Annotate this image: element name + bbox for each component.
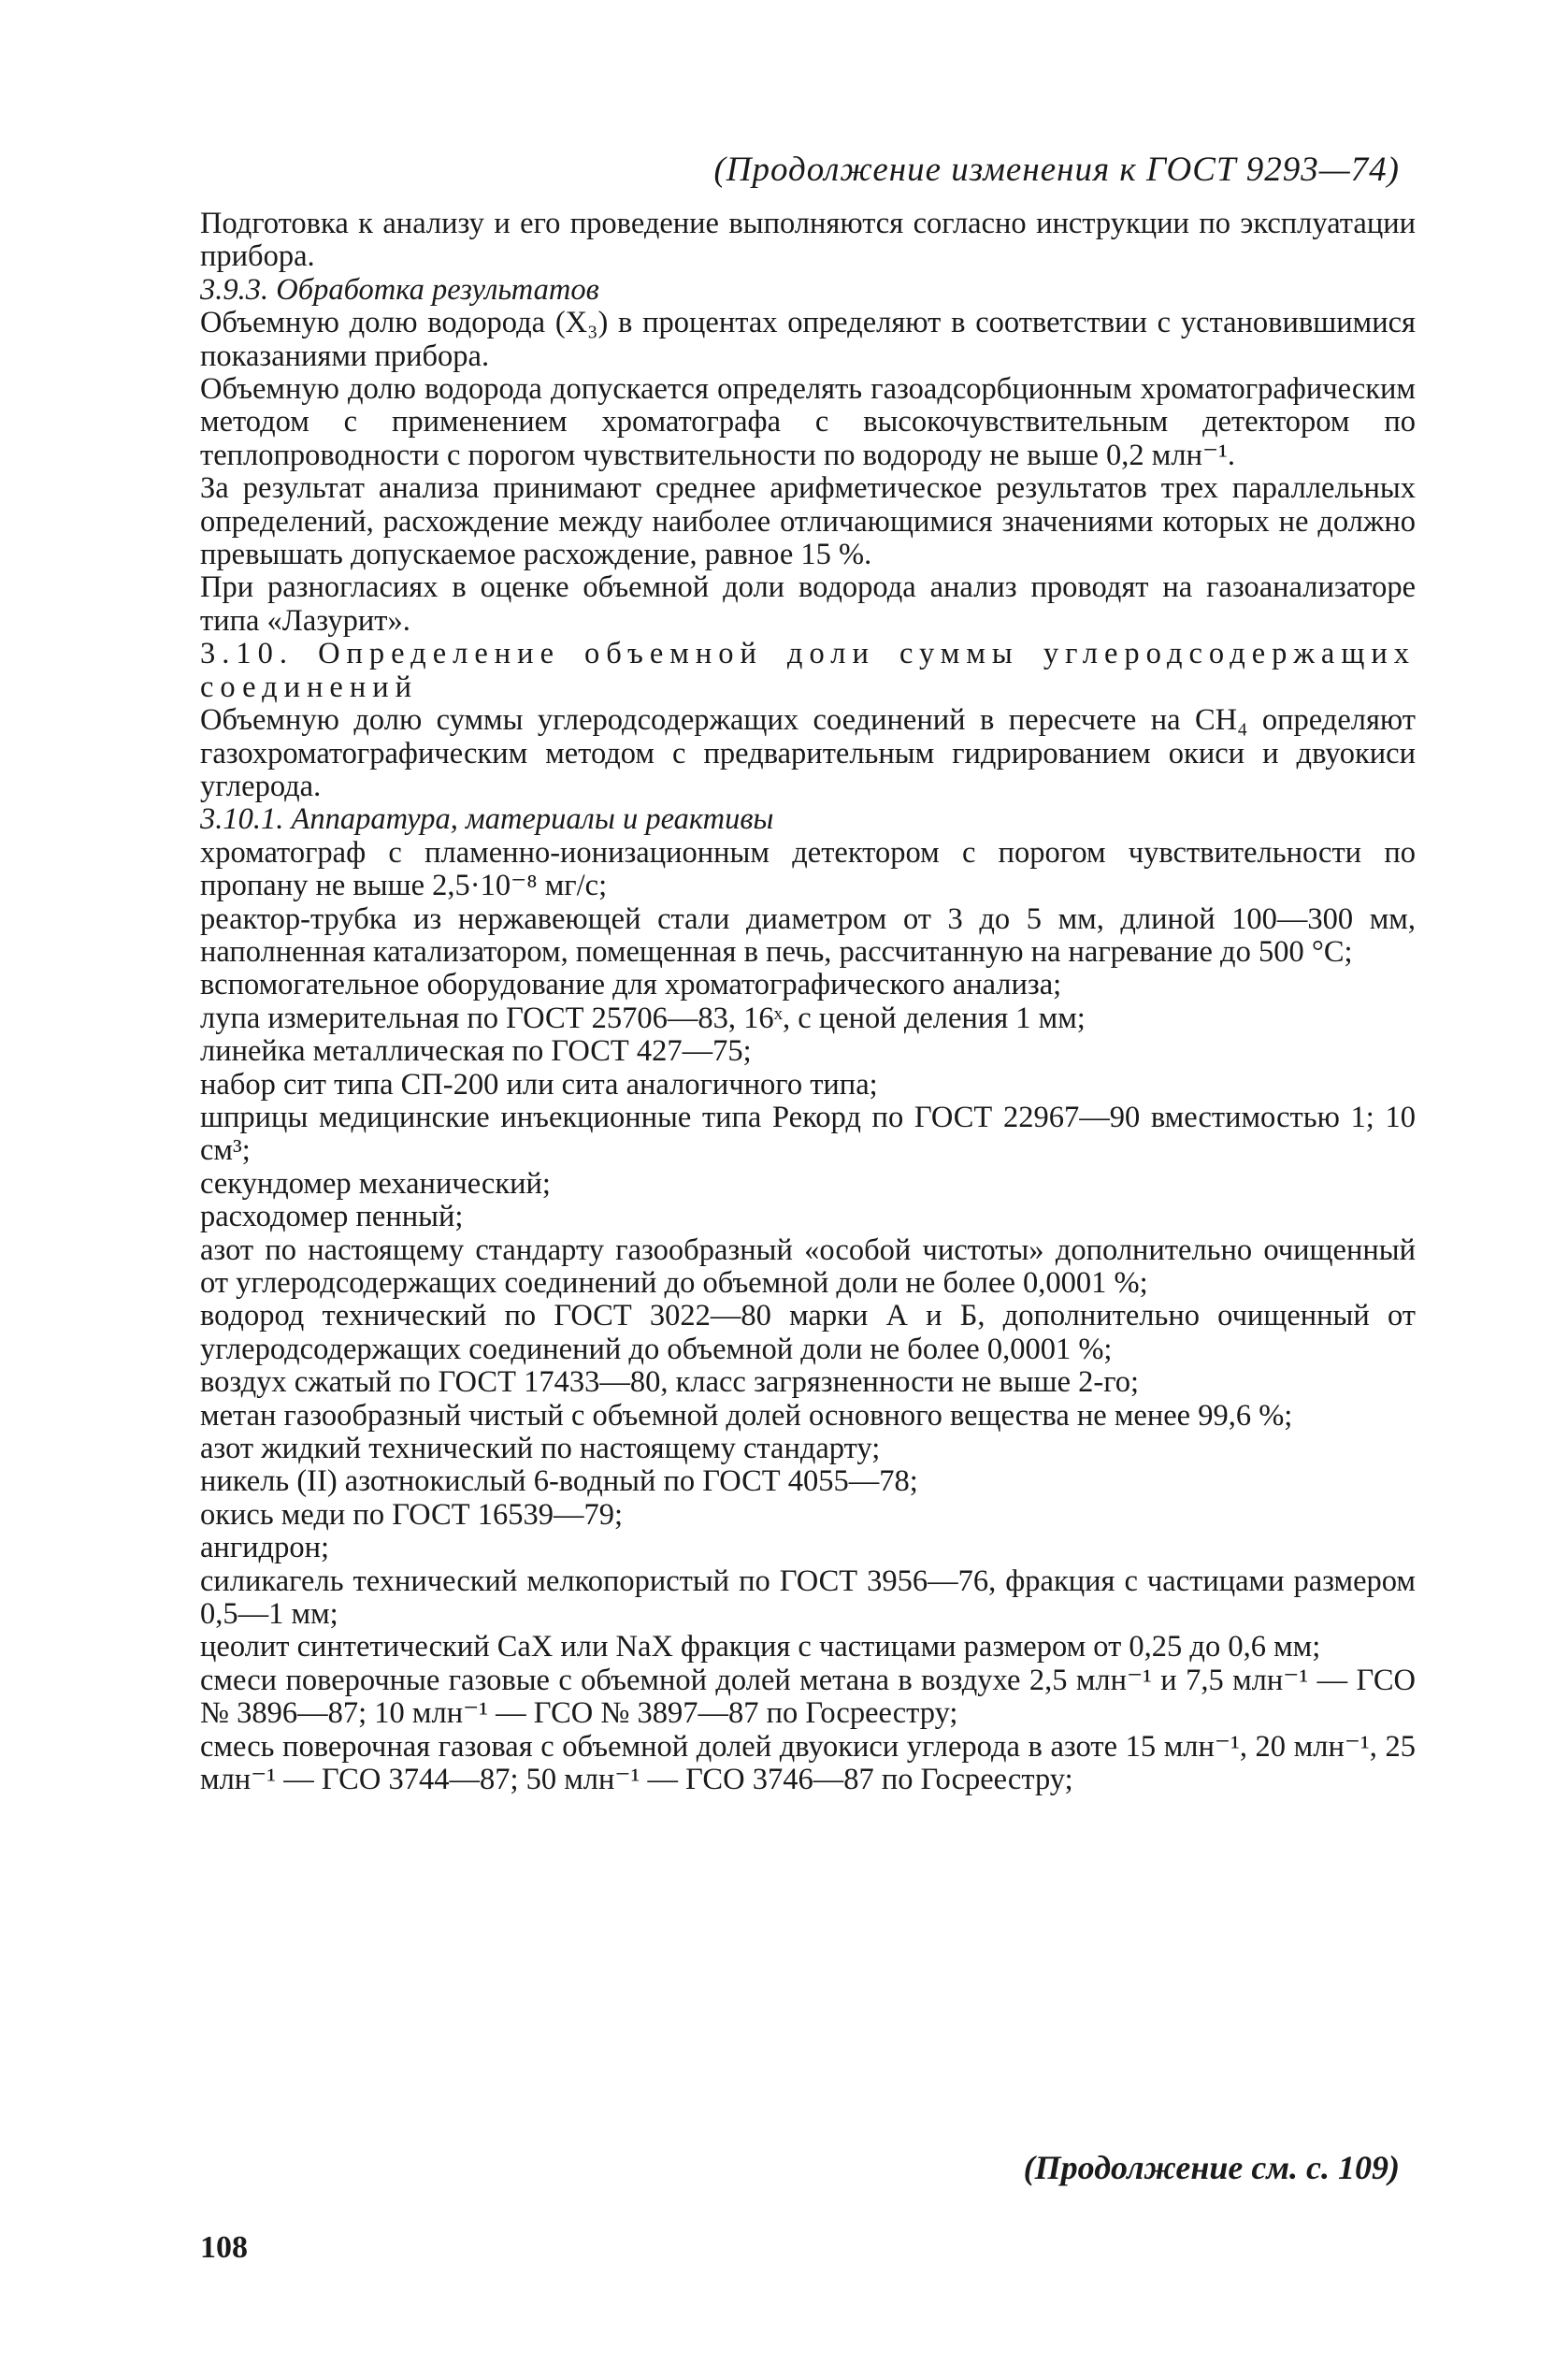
list-item: смесь поверочная газовая с объемной долей двуокиси углерода в азоте 15 млн⁻¹, 20 млн⁻¹, 25 млн⁻¹ — ГСО 3744—87; 50 млн⁻¹ — ГСО 3746—87 по Госреестру; bbox=[200, 1729, 1416, 1797]
section-heading-3-10: 3.10. Определение объемной доли суммы углеродсодержащих соединений bbox=[200, 637, 1416, 704]
list-item: вспомогательное оборудование для хроматографического анализа; bbox=[200, 968, 1062, 1002]
list-item: метан газообразный чистый с объемной долей основного вещества не менее 99,6 %; bbox=[200, 1398, 1293, 1433]
list-item: азот жидкий технический по настоящему стандарту; bbox=[200, 1432, 881, 1466]
list-item: никель (II) азотнокислый 6-водный по ГОСТ 4055—78; bbox=[200, 1464, 918, 1499]
list-item: смеси поверочные газовые с объемной долей метана в воздухе 2,5 млн⁻¹ и 7,5 млн⁻¹ — ГСО № 3896—87; 10 млн⁻¹ — ГСО № 3897—87 по Госреестру; bbox=[200, 1663, 1416, 1731]
paragraph-disagreement: При разногласиях в оценке объемной доли водорода анализ проводят на газоанализаторе типа «Лазурит». bbox=[200, 570, 1416, 638]
list-item: водород технический по ГОСТ 3022—80 марки А и Б, дополнительно очищенный от углеродсодержащих соединений до объемной доли не более 0,0001 %; bbox=[200, 1299, 1416, 1366]
paragraph-carbon-compounds: Объемную долю суммы углеродсодержащих соединений в пересчете на CH₄ определяют газохроматографическим методом с предварительным гидрированием окиси и двуокиси углерода. bbox=[200, 703, 1416, 803]
list-item: силикагель технический мелкопористый по ГОСТ 3956—76, фракция с частицами размером 0,5—1 мм; bbox=[200, 1563, 1416, 1632]
paragraph-result: За результат анализа принимают среднее арифметическое результатов трех параллельных определений, расхождение между наиболее отличающимися значениями которых не должно превышать допускаемое расхождение, равное 15 %. bbox=[200, 471, 1416, 572]
list-item: азот по настоящему стандарту газообразный «особой чистоты» дополнительно очищенный от углеродсодержащих соединений до объемной доли не более 0,0001 %; bbox=[200, 1232, 1416, 1300]
list-item: линейка металлическая по ГОСТ 427—75; bbox=[200, 1034, 752, 1069]
subsection-heading-3-9-3: 3.9.3. Обработка результатов bbox=[200, 272, 599, 307]
list-item: хроматограф с пламенно-ионизационным детектором с порогом чувствительности по пропану не выше 2,5·10⁻⁸ мг/с; bbox=[200, 835, 1416, 903]
list-item: реактор-трубка из нержавеющей стали диаметром от 3 до 5 мм, длиной 100—300 мм, наполненная катализатором, помещенная в печь, рассчитанную на нагревание до 500 °C; bbox=[200, 901, 1416, 969]
body-text bbox=[200, 208, 1416, 1797]
list-item: цеолит синтетический CaX или NaX фракция с частицами размером от 0,25 до 0,6 мм; bbox=[200, 1630, 1321, 1664]
paragraph-hydrogen-share: Объемную долю водорода (X₃) в процентах определяют в соответствии с установившимися показаниями прибора. bbox=[200, 306, 1416, 373]
paragraph-chromatography-method: Объемную долю водорода допускается определять газоадсорбционным хроматографическим методом с применением хроматографа с высокочувствительным детектором по теплопроводности с порогом чувствительности по водороду не выше 0,2 млн⁻¹. bbox=[200, 372, 1416, 472]
list-item: лупа измерительная по ГОСТ 25706—83, 16ˣ, с ценой деления 1 мм; bbox=[200, 1001, 1086, 1035]
paragraph-preparation: Подготовка к анализу и его проведение выполняются согласно инструкции по эксплуатации прибора. bbox=[200, 207, 1416, 274]
list-item: расходомер пенный; bbox=[200, 1200, 464, 1234]
continuation-note: (Продолжение см. с. 109) bbox=[1023, 2149, 1400, 2186]
list-item: набор сит типа СП-200 или сита аналогичного типа; bbox=[200, 1067, 878, 1102]
list-item: ангидрон; bbox=[200, 1531, 329, 1565]
list-item: шприцы медицинские инъекционные типа Рекорд по ГОСТ 22967—90 вместимостью 1; 10 см³; bbox=[200, 1100, 1416, 1168]
list-item: воздух сжатый по ГОСТ 17433—80, класс загрязненности не выше 2-го; bbox=[200, 1365, 1139, 1400]
subsection-heading-3-10-1: 3.10.1. Аппаратура, материалы и реактивы bbox=[200, 802, 774, 837]
running-header: (Продолжение изменения к ГОСТ 9293—74) bbox=[713, 151, 1400, 189]
page-number: 108 bbox=[200, 2230, 248, 2265]
list-item: секундомер механический; bbox=[200, 1166, 551, 1201]
list-item: окись меди по ГОСТ 16539—79; bbox=[200, 1497, 623, 1532]
